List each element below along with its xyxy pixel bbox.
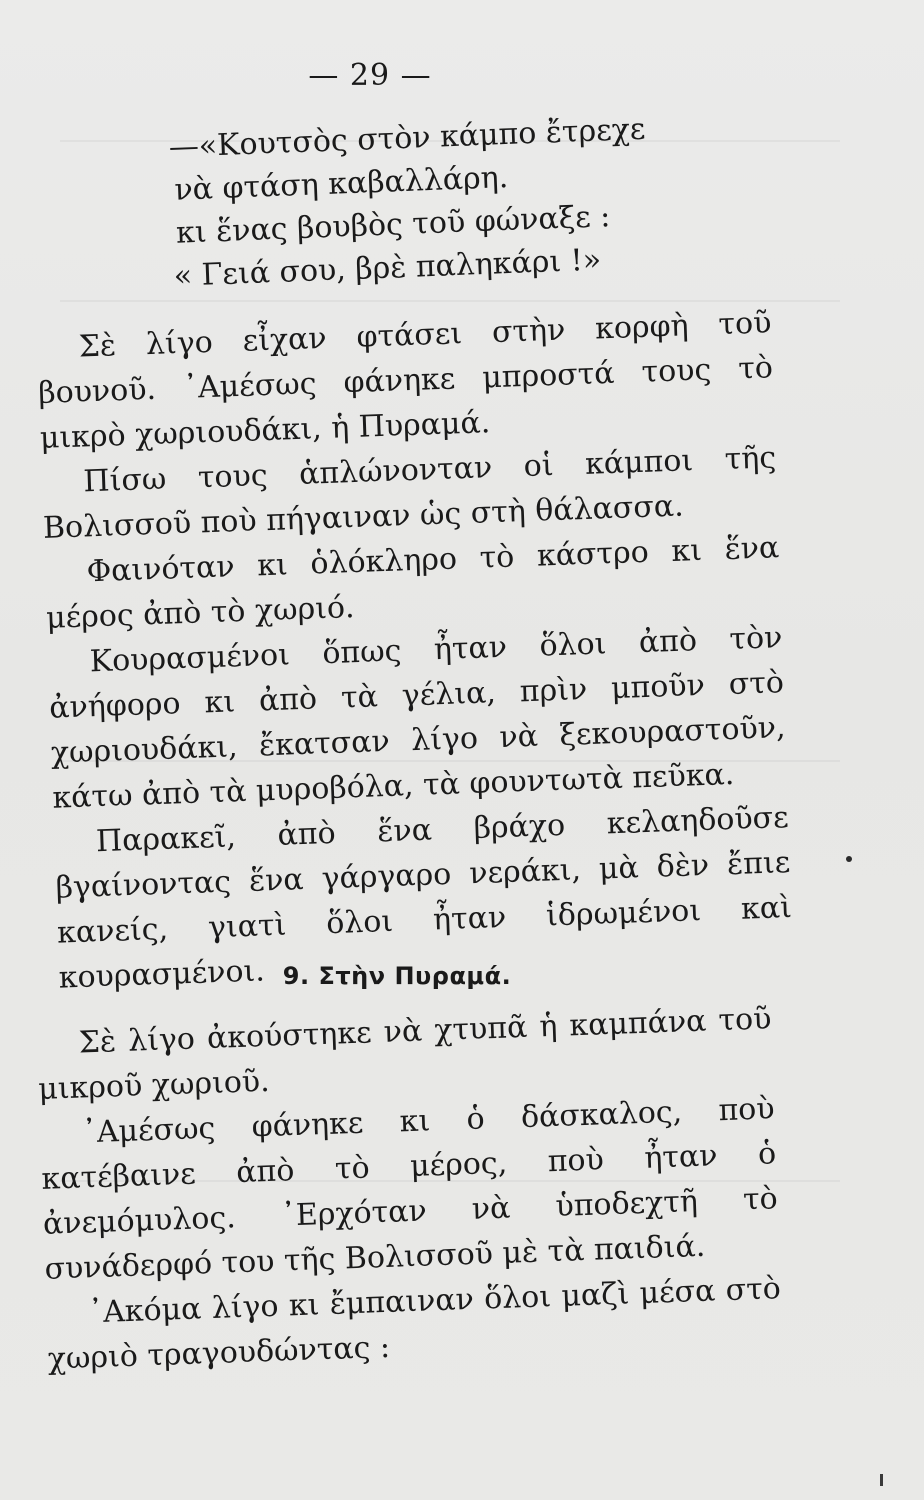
paragraph: Πίσω τους ἁπλώνονταν οἱ κάμποι τῆς Βολισσοῦ ποὺ πήγαιναν ὡς στὴ θάλασσα. [42, 440, 777, 546]
poem-line: νὰ φτάση καβαλλάρη. [173, 159, 509, 208]
paragraph: Σὲ λίγο ἀκούστηκε νὰ χτυπᾶ ἡ καμπάνα τοῦ μικροῦ χωριοῦ. [37, 1001, 772, 1107]
paragraph: Σὲ λίγο εἶχαν φτάσει στὴν κορφὴ τοῦ βουνοῦ. ᾽Αμέσως φάνηκε μπροστά τους τὸ μικρὸ χωριουδάκι, ἡ Πυραμά. [37, 305, 774, 456]
page-number: — 29 — [308, 58, 432, 93]
poem-line: —«Κουτσὸς στὸν κάμπο ἔτρεχε [168, 111, 647, 165]
section-heading: 9. Στὴν Πυραμά. [282, 962, 512, 990]
paragraph: Κουρασμένοι ὅπως ἦταν ὅλοι ἀπὸ τὸν ἀνήφορο κι ἀπὸ τὰ γέλια, πρὶν μποῦν στὸ χωριουδάκι, ἔκατσαν λίγο νὰ ξεκουραστοῦν, κάτω ἀπὸ τὰ μυροβόλα, τὰ φουντωτὰ πεῦκα. [48, 620, 787, 816]
paragraph: ᾽Ακόμα λίγο κι ἔμπαιναν ὅλοι μαζὶ μέσα στὸ χωριὸ τραγουδώντας : [47, 1271, 782, 1377]
paragraph: Παρακεῖ, ἀπὸ ἕνα βράχο κελαηδοῦσε βγαίνοντας ἕνα γάργαρο νεράκι, μὰ δὲν ἔπιε κανείς, γιατὶ ὅλοι ἦταν ἱδρωμένοι καὶ κουρασμένοι. [55, 800, 793, 996]
ink-dot [846, 856, 852, 862]
paragraph: ᾽Αμέσως φάνηκε κι ὁ δάσκαλος, ποὺ κατέβαινε ἀπὸ τὸ μέρος, ποὺ ἦταν ὁ ἀνεμόμυλος. ᾽Ερχόταν νὰ ὑποδεχτῆ τὸ συνάδερφό του τῆς Βολισσοῦ μὲ τὰ παιδιά. [40, 1091, 779, 1287]
poem-line: « Γειά σου, βρὲ παληκάρι !» [173, 242, 602, 294]
poem-line: κι ἕνας βουβὸς τοῦ φώναξε : [175, 199, 611, 251]
prose-block-2 [36, 996, 783, 1381]
paragraph: Φαινόταν κι ὁλόκληρο τὸ κάστρο κι ἕνα μέρος ἀπὸ τὸ χωριό. [45, 530, 780, 636]
poem-stanza [168, 103, 774, 298]
edge-mark [880, 1474, 883, 1486]
prose-block-1 [36, 300, 794, 1000]
